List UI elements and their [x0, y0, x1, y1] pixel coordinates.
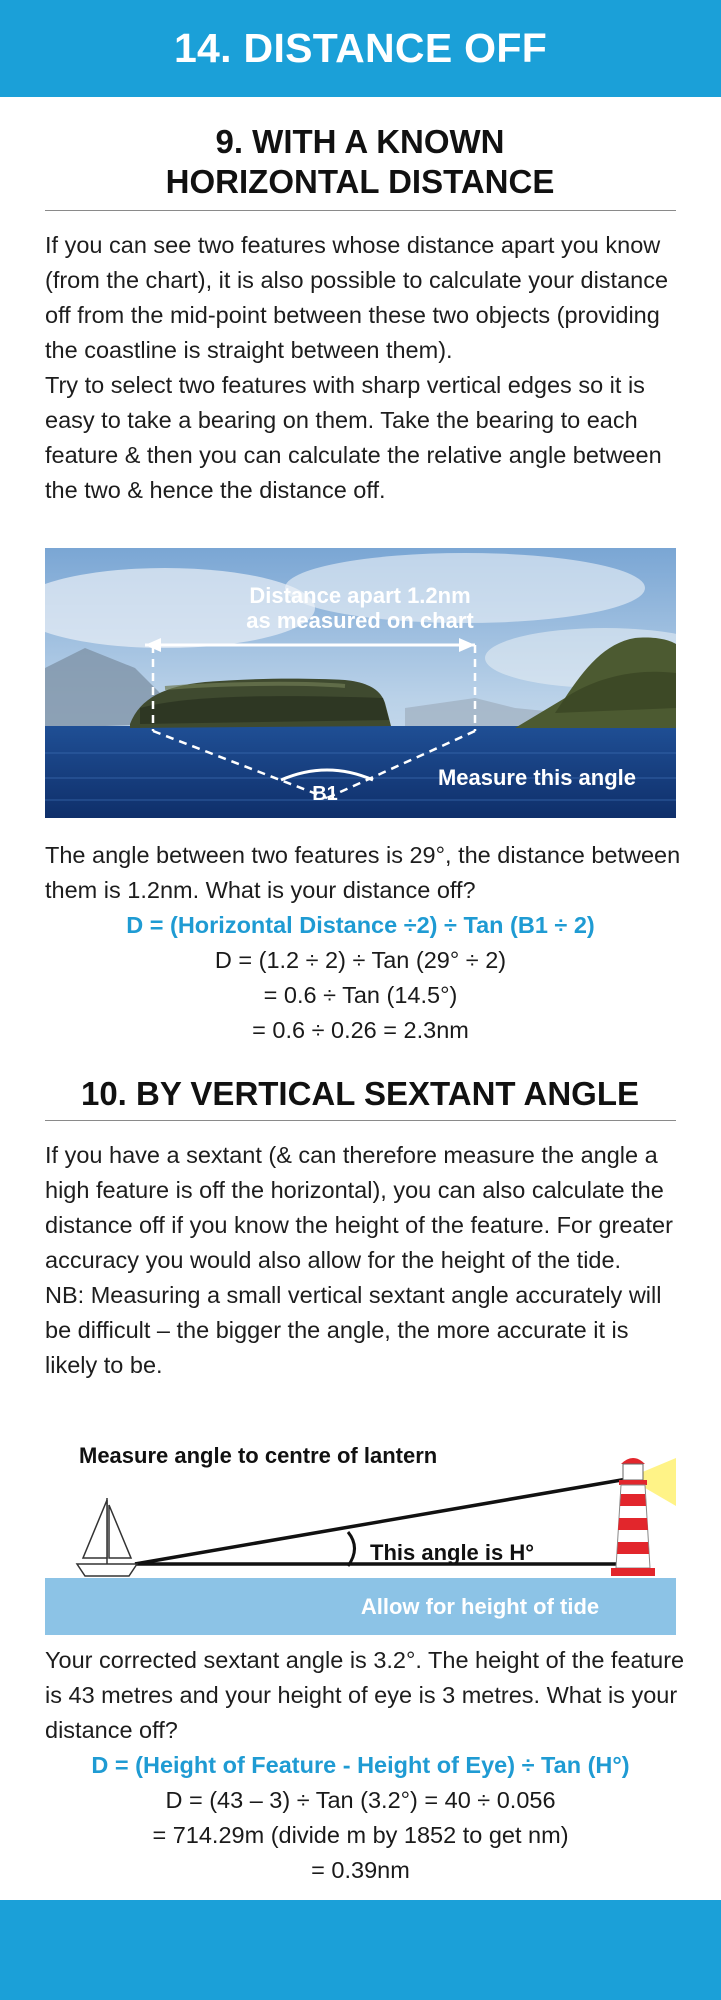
section-10-question: Your corrected sextant angle is 3.2°. The height of the feature is 43 metres and your height of eye is 3 metres. What is your distance off? — [45, 1647, 685, 1743]
section-10-divider — [45, 1120, 676, 1121]
sextant-diagram — [45, 1430, 676, 1637]
section-10-calc-2: = 714.29m (divide m by 1852 to get nm) — [152, 1822, 569, 1848]
section-10-formula: D = (Height of Feature - Height of Eye) ÷ Tan (H°) — [91, 1752, 630, 1778]
section-9-calc-2: = 0.6 ÷ Tan (14.5°) — [263, 982, 458, 1008]
section-9-body — [45, 228, 685, 508]
section-9-question: The angle between two features is 29°, the distance between them is 1.2nm. What is your distance off? — [45, 842, 681, 903]
section-9-formula: D = (Horizontal Distance ÷2) ÷ Tan (B1 ÷ 2) — [126, 912, 595, 938]
section-9-calc-3: = 0.6 ÷ 0.26 = 2.3nm — [252, 1017, 469, 1043]
section-10-calc-1: D = (43 – 3) ÷ Tan (3.2°) = 40 ÷ 0.056 — [165, 1787, 556, 1813]
sailboat-icon — [77, 1498, 137, 1576]
section-9-title-line1: 9. WITH A KNOWN — [215, 123, 505, 160]
distance-apart-label-2: as measured on chart — [246, 608, 474, 633]
section-9-paragraph-2: Try to select two features with sharp vertical edges so it is easy to take a bearing on them. Take the bearing to each feature & then you can calculate the relative angle between the two & hence the distance off. — [45, 372, 662, 503]
page-header-banner — [0, 0, 721, 97]
tide-label: Allow for height of tide — [360, 1594, 600, 1619]
angle-h-arc — [348, 1532, 355, 1566]
angle-b1-label: B1 — [312, 783, 338, 805]
section-10-calc-3: = 0.39nm — [311, 1857, 410, 1883]
measure-angle-label: Measure this angle — [437, 765, 637, 790]
section-10-title: 10. BY VERTICAL SEXTANT ANGLE — [80, 1075, 640, 1112]
section-9-divider — [45, 210, 676, 211]
section-9-title-line2: HORIZONTAL DISTANCE — [165, 163, 555, 200]
section-9-calc-1: D = (1.2 ÷ 2) ÷ Tan (29° ÷ 2) — [214, 947, 507, 973]
section-10-body — [45, 1138, 685, 1383]
lantern-label: Measure angle to centre of lantern — [79, 1443, 438, 1468]
angle-h-label: This angle is H° — [370, 1540, 535, 1565]
page-footer-banner — [0, 1900, 721, 2000]
distance-apart-label-1: Distance apart 1.2nm — [249, 583, 471, 608]
section-10-paragraph-2: NB: Measuring a small vertical sextant angle accurately will be difficult – the bigger the angle, the more accurate it is likely to be. — [45, 1282, 662, 1378]
section-9-paragraph-1: If you can see two features whose distance apart you know (from the chart), it is also possible to calculate your distance off from the mid-point between these two objects (providing the coastline is straight between them). — [45, 232, 669, 363]
section-9-title — [45, 122, 675, 202]
coastline-photo — [45, 548, 676, 818]
page-title: 14. DISTANCE OFF — [173, 25, 548, 71]
section-10-paragraph-1: If you have a sextant (& can therefore measure the angle a high feature is off the horizontal), you can also calculate the distance off if you know the height of the feature. For greater accuracy you would also allow for the height of the tide. — [45, 1142, 673, 1273]
